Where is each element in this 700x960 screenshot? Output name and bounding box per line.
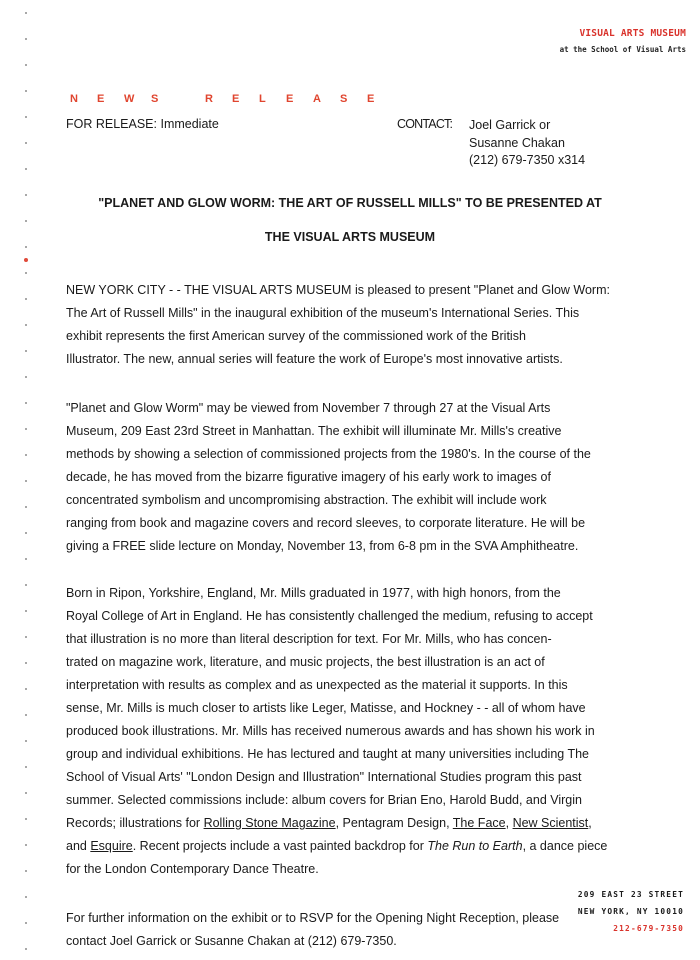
news-release-letter: E: [232, 93, 240, 105]
address-phone: 212-679-7350: [613, 924, 684, 933]
text-line: sense, Mr. Mills is much closer to artists like Leger, Matisse, and Hockney - - all of whom have: [66, 701, 586, 715]
address-street: 209 EAST 23 STREET: [577, 890, 684, 899]
text-line: NEW YORK CITY - - THE VISUAL ARTS MUSEUM is pleased to present "Planet and Glow Worm:: [66, 283, 610, 297]
text-segment: and: [66, 839, 91, 853]
text-line: exhibit represents the first American survey of the commissioned work of the British: [66, 329, 526, 343]
news-release-letter: W: [124, 93, 135, 105]
new-scientist-title: New Scientist: [512, 816, 589, 830]
text-line: for the London Contemporary Dance Theatre.: [66, 862, 319, 876]
text-line: summer. Selected commissions include: album covers for Brian Eno, Harold Budd, and Virgin: [66, 793, 582, 807]
binder-hole-dots: [24, 0, 28, 960]
headline-line-2: THE VISUAL ARTS MUSEUM: [264, 230, 436, 244]
news-release-letter: S: [340, 93, 348, 105]
text-line: interpretation with results as complex and as unexpected as the material it supports. In this: [66, 678, 568, 692]
paragraph-biography: [66, 582, 666, 881]
museum-address: [578, 886, 684, 937]
contact-line: (212) 679-7350 x314: [469, 153, 586, 167]
news-release-letter: A: [313, 93, 321, 105]
school-name: at the School of Visual Arts: [559, 45, 686, 54]
text-line: For further information on the exhibit or to RSVP for the Opening Night Reception, please: [66, 911, 560, 925]
paragraph-rsvp: [66, 907, 666, 953]
text-line: The Art of Russell Mills" in the inaugural exhibition of the museum's International Series. This: [66, 306, 580, 320]
text-line: ranging from book and magazine covers and record sleeves, to corporate literature. He will be: [66, 516, 586, 530]
esquire-title: Esquire: [90, 839, 133, 853]
news-release-letter: R: [205, 93, 213, 105]
run-to-earth-title: The Run to Earth: [427, 839, 523, 853]
text-segment: , a dance piece: [522, 839, 608, 853]
paragraph-exhibit: [66, 397, 666, 558]
text-line: methods by showing a selection of commissioned projects from the 1980's. In the course of the: [66, 447, 591, 461]
museum-name: VISUAL ARTS MUSEUM: [579, 28, 686, 39]
contact-line: Susanne Chakan: [469, 135, 565, 150]
red-mark: [24, 258, 28, 262]
text-line: trated on magazine work, literature, and music projects, the best illustration is an act of: [66, 655, 545, 669]
museum-logo: [560, 28, 686, 54]
text-segment: . Recent projects include a vast painted backdrop for: [132, 839, 428, 853]
news-release-letter: S: [151, 93, 159, 105]
news-release-letter: E: [367, 93, 375, 105]
text-line: Illustrator. The new, annual series will feature the work of Europe's most innovative artists.: [66, 352, 563, 366]
text-line: giving a FREE slide lecture on Monday, November 13, from 6-8 pm in the SVA Amphitheatre.: [66, 539, 579, 553]
text-line: decade, he has moved from the bizarre figurative imagery of his early work to images of: [66, 470, 551, 484]
news-release-heading: [70, 93, 394, 105]
text-line: School of Visual Arts' "London Design and Illustration" International Studies program this past: [66, 770, 582, 784]
text-line: Born in Ripon, Yorkshire, England, Mr. Mills graduated in 1977, with high honors, from the: [66, 586, 561, 600]
news-release-letter: L: [259, 93, 266, 105]
text-line: Museum, 209 East 23rd Street in Manhattan. The exhibit will illuminate Mr. Mills's creative: [66, 424, 562, 438]
text-line: produced book illustrations. Mr. Mills has received numerous awards and has shown his work in: [66, 724, 595, 738]
text-line: "Planet and Glow Worm" may be viewed from November 7 through 27 at the Visual Arts: [66, 401, 551, 415]
rolling-stone-title: Rolling Stone Magazine: [203, 816, 336, 830]
the-face-title: The Face: [452, 816, 506, 830]
contact-label: CONTACT:: [397, 117, 453, 131]
text-segment: Records; illustrations for: [66, 816, 204, 830]
text-line: group and individual exhibitions. He has lectured and taught at many universities including The: [66, 747, 590, 761]
news-release-letter: N: [70, 93, 78, 105]
text-segment: ,: [588, 816, 592, 830]
paragraph-intro: [66, 279, 666, 371]
news-release-letter: E: [286, 93, 294, 105]
text-line: [66, 835, 666, 858]
contact-info: [469, 117, 585, 170]
text-line: contact Joel Garrick or Susanne Chakan at (212) 679-7350.: [66, 934, 397, 948]
text-segment: , Pentagram Design,: [335, 816, 453, 830]
text-line: [66, 812, 666, 835]
text-line: that illustration is no more than literal description for text. For Mr. Mills, who has concen-: [66, 632, 552, 646]
text-segment: ,: [505, 816, 513, 830]
headline-line-1: "PLANET AND GLOW WORM: THE ART OF RUSSELL MILLS" TO BE PRESENTED AT: [98, 196, 602, 210]
for-release: FOR RELEASE: Immediate: [66, 117, 219, 131]
address-city: NEW YORK, NY 10010: [577, 907, 684, 916]
text-line: Royal College of Art in England. He has consistently challenged the medium, refusing to accept: [66, 609, 593, 623]
text-line: concentrated symbolism and uncompromising abstraction. The exhibit will include work: [66, 493, 547, 507]
news-release-letter: E: [97, 93, 105, 105]
contact-line: Joel Garrick or: [469, 118, 551, 132]
